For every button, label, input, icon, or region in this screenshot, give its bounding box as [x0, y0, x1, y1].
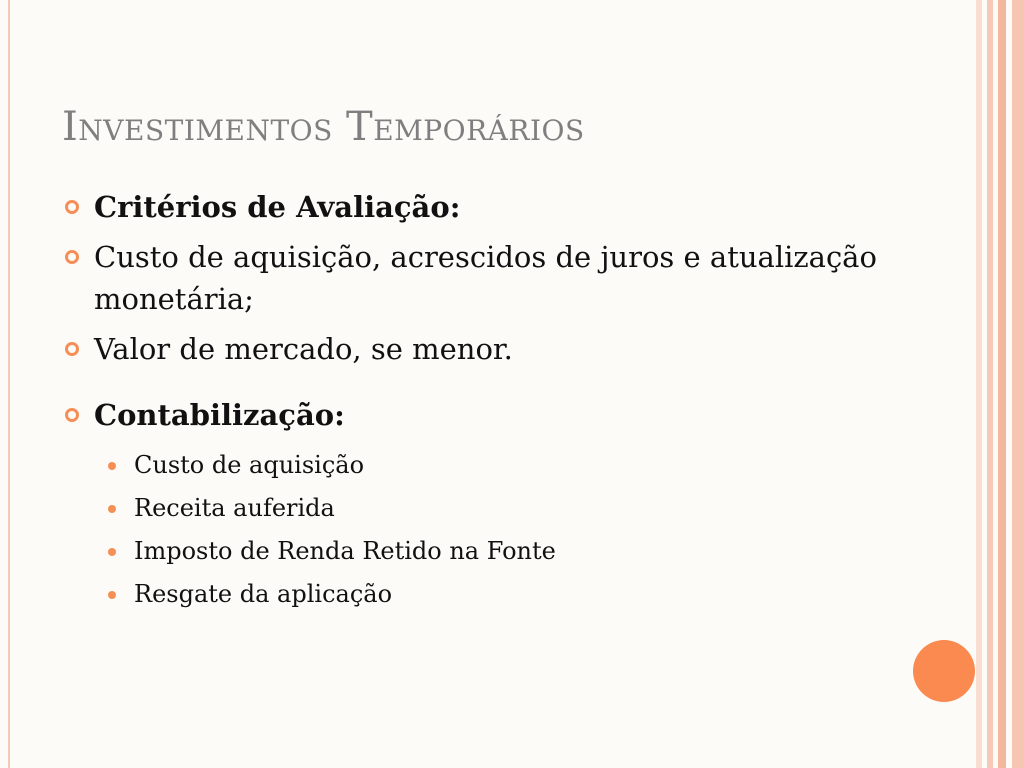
decorative-stripe — [998, 0, 1006, 768]
bullet-text: Valor de mercado, se menor. — [94, 332, 513, 366]
ring-bullet-icon — [65, 250, 79, 264]
dot-bullet-icon — [108, 591, 116, 599]
sub-bullet-item — [106, 530, 942, 573]
sub-bullet-item — [106, 573, 942, 616]
bullet-item — [62, 186, 942, 228]
dot-bullet-icon — [108, 548, 116, 556]
sub-bullet-text: Resgate da aplicação — [134, 580, 393, 608]
sub-bullet-text: Imposto de Renda Retido na Fonte — [134, 537, 556, 565]
dot-bullet-icon — [108, 462, 116, 470]
sub-bullet-text: Custo de aquisição — [134, 451, 365, 479]
bullet-text: Custo de aquisição, acrescidos de juros e atualização monetária; — [94, 240, 877, 316]
left-border-line — [8, 0, 10, 768]
dot-bullet-icon — [108, 505, 116, 513]
slide-title: Investimentos Temporários — [62, 104, 585, 150]
ring-bullet-icon — [65, 342, 79, 356]
bullet-item — [62, 328, 942, 370]
bullet-text: Contabilização: — [94, 398, 345, 432]
ring-bullet-icon — [65, 408, 79, 422]
bullet-item — [62, 236, 942, 320]
bullet-list — [62, 186, 942, 616]
sub-bullet-item — [106, 444, 942, 487]
sub-bullet-item — [106, 487, 942, 530]
ring-bullet-icon — [65, 200, 79, 214]
sub-bullet-list — [106, 444, 942, 616]
decorative-circle — [913, 640, 975, 702]
bullet-item — [62, 394, 942, 436]
sub-bullet-text: Receita auferida — [134, 494, 335, 522]
bullet-text: Critérios de Avaliação: — [94, 190, 461, 224]
decorative-stripe — [1012, 0, 1024, 768]
